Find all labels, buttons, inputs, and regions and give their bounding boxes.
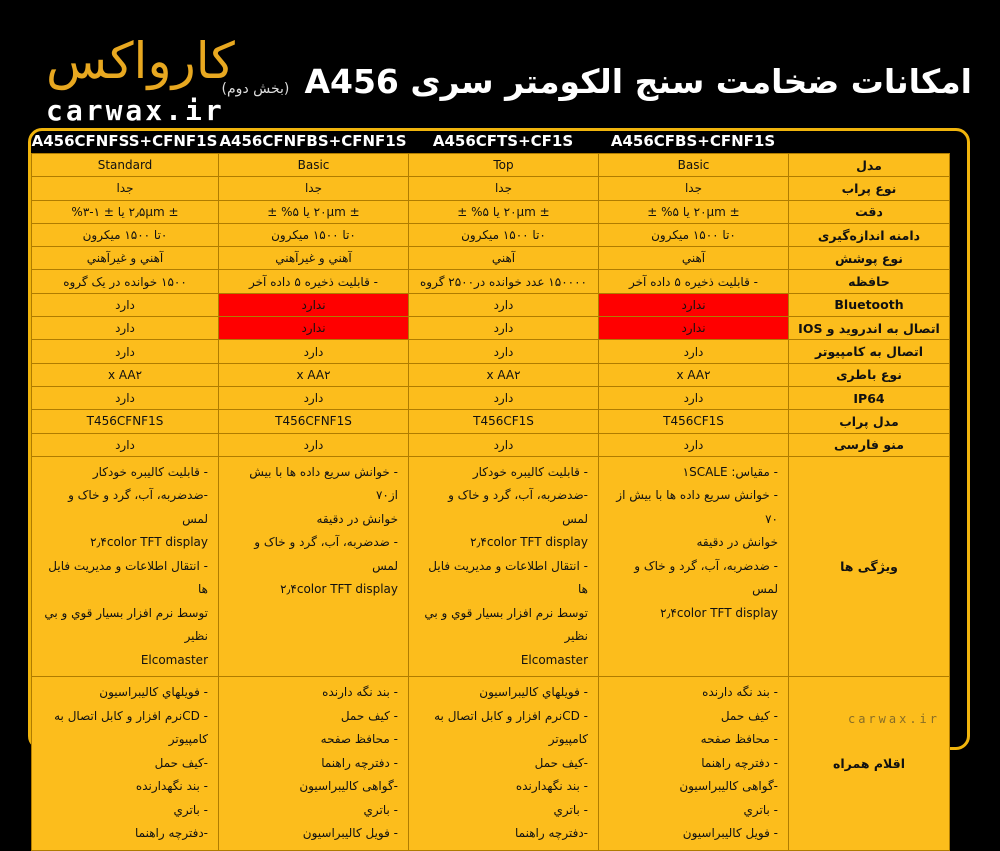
table-cell: Basic — [219, 154, 409, 177]
cell-line: - قابلیت کالیبره خودکار — [472, 464, 588, 479]
table-cell: ± ۲۰μm یا ۵% ± — [409, 200, 599, 223]
cell-line: - ضدضربه، آب، گرد و خاک و لمس — [634, 558, 778, 597]
table-cell: Basic — [599, 154, 789, 177]
table-cell — [219, 677, 409, 851]
table-cell: دارد — [599, 433, 789, 456]
table-cell: ± ۲۰μm یا ۵% ± — [219, 200, 409, 223]
table-cell: ± ۲٫۵μm یا ± ۱-۳% — [32, 200, 219, 223]
page-title — [222, 62, 972, 101]
cell-line: -گواهی کالیبراسیون — [299, 779, 398, 794]
table-cell: آهني — [599, 247, 789, 270]
table-cell: T456CFNF1S — [219, 410, 409, 433]
table-cell: دارد — [219, 386, 409, 409]
row-label: مدل — [789, 154, 950, 177]
table-row — [32, 154, 950, 177]
cell-line: خوانش در دقیقه — [696, 535, 778, 550]
cell-line: - دفترچه راهنما — [321, 755, 398, 770]
table-cell: دارد — [32, 386, 219, 409]
cell-line: -کیف حمل — [154, 755, 208, 770]
table-row — [32, 340, 950, 363]
table-row — [32, 456, 950, 677]
cell-line: - بند نگه دارنده — [702, 685, 778, 700]
table-cell: Standard — [32, 154, 219, 177]
cell-line: - باتري — [173, 802, 208, 817]
table-row — [32, 270, 950, 293]
cell-line: - کیف حمل — [340, 708, 398, 723]
cell-line: کامپیوتر — [548, 732, 588, 747]
table-cell: دارد — [599, 386, 789, 409]
column-header-3: A456CFTS+CF1S — [432, 132, 574, 150]
row-label: IP64 — [789, 386, 950, 409]
table-cell: Top — [409, 154, 599, 177]
table-cell: ندارد — [219, 293, 409, 316]
table-cell: - قابلیت ذخیره ۵ داده آخر — [599, 270, 789, 293]
table-row — [32, 223, 950, 246]
table-cell: ندارد — [599, 317, 789, 340]
table-cell: دارد — [32, 433, 219, 456]
cell-line: ۲٫۴color TFT display — [90, 535, 208, 550]
table-cell: دارد — [409, 386, 599, 409]
table-row — [32, 433, 950, 456]
table-row — [32, 177, 950, 200]
cell-line: توسط نرم افزار بسیار قوي و بي نظیر — [44, 605, 208, 644]
cell-line: Elcomaster — [520, 652, 588, 667]
table-cell: ۱۵۰۰ خوانده در یک گروه — [32, 270, 219, 293]
table-cell: x AA۲ — [599, 363, 789, 386]
cell-line: - CDنرم افزار و کابل اتصال به — [434, 708, 588, 723]
row-label: اتصال به اندروید و IOS — [789, 317, 950, 340]
cell-line: خوانش در دقیقه — [316, 511, 398, 526]
table-cell: دارد — [219, 433, 409, 456]
table-cell: دارد — [32, 317, 219, 340]
row-label: دقت — [789, 200, 950, 223]
table-cell: ۱۵۰۰۰۰ عدد خوانده در۲۵۰۰ گروه — [409, 270, 599, 293]
table-row — [32, 317, 950, 340]
table-row — [32, 363, 950, 386]
cell-line: ۲٫۴color TFT display — [280, 582, 398, 597]
cell-line: - خوانش سریع داده ها با بیش از ۷۰ — [616, 488, 778, 526]
table-cell: - قابلیت ذخیره ۵ داده آخر — [219, 270, 409, 293]
table-row — [32, 386, 950, 409]
cell-line: کامپیوتر — [168, 732, 208, 747]
table-row — [32, 200, 950, 223]
table-row — [32, 410, 950, 433]
cell-line: - بند نگهدارنده — [515, 779, 588, 794]
logo-persian-text: کارواکس — [46, 32, 235, 90]
table-cell: دارد — [409, 340, 599, 363]
spec-table — [31, 153, 950, 851]
table-cell: جدا — [219, 177, 409, 200]
table-row — [32, 247, 950, 270]
cell-line: -دفترچه راهنما — [515, 826, 588, 841]
table-cell: T456CFNF1S — [32, 410, 219, 433]
table-cell — [599, 677, 789, 851]
row-label: نوع پوشش — [789, 247, 950, 270]
row-label: نوع باطری — [789, 363, 950, 386]
column-header-4: A456CFBS+CFNF1S — [610, 132, 776, 150]
table-cell: ندارد — [599, 293, 789, 316]
table-cell: دارد — [409, 293, 599, 316]
table-cell: دارد — [219, 340, 409, 363]
watermark-text: carwax.ir — [847, 712, 940, 726]
cell-line: -ضدضربه، آب، گرد و خاک و لمس — [68, 488, 208, 526]
cell-line: -کیف حمل — [534, 755, 588, 770]
logo-latin-text: carwax.ir — [46, 94, 225, 127]
column-header-2: A456CFNFBS+CFNF1S — [219, 132, 407, 150]
cell-line: ۲٫۴color TFT display — [470, 535, 588, 550]
column-header-1: A456CFNFSS+CFNF1S — [31, 132, 218, 150]
table-cell — [32, 677, 219, 851]
row-label: اقلام همراه — [789, 677, 950, 851]
cell-line: -گواهی کالیبراسیون — [679, 779, 778, 794]
table-cell: ۰تا ۱۵۰۰ میکرون — [32, 223, 219, 246]
cell-line: - فویل کالیبراسیون — [302, 826, 398, 841]
table-cell: ندارد — [219, 317, 409, 340]
cell-line: توسط نرم افزار بسیار قوي و بي نظیر — [424, 605, 588, 644]
table-cell: جدا — [32, 177, 219, 200]
cell-line: - انتقال اطلاعات و مدیریت فایل ها — [48, 558, 208, 597]
cell-line: - انتقال اطلاعات و مدیریت فایل ها — [428, 558, 588, 597]
cell-line: - خوانش سریع داده ها با بیش از۷۰ — [249, 464, 398, 503]
table-cell: آهني — [409, 247, 599, 270]
page-title-main: امکانات ضخامت سنج الکومتر سری A456 — [304, 62, 972, 101]
cell-line: - محافظ صفحه — [320, 732, 398, 747]
table-cell: دارد — [409, 433, 599, 456]
table-cell: ± ۲۰μm یا ۵% ± — [599, 200, 789, 223]
cell-line: - بند نگهدارنده — [135, 779, 208, 794]
brand-logo — [36, 28, 235, 128]
table-cell: x AA۲ — [219, 363, 409, 386]
table-cell: T456CF1S — [409, 410, 599, 433]
table-cell: ۰تا ۱۵۰۰ میکرون — [219, 223, 409, 246]
table-cell: دارد — [599, 340, 789, 363]
table-cell — [219, 456, 409, 677]
cell-line: - دفترچه راهنما — [701, 755, 778, 770]
row-label: Bluetooth — [789, 293, 950, 316]
cell-line: - فویلهاي کالیبراسیون — [479, 685, 588, 700]
cell-line: - ضدضربه، آب، گرد و خاک و لمس — [254, 535, 398, 573]
table-cell: دارد — [32, 340, 219, 363]
cell-line: - مقیاس: ۱SCALE — [682, 464, 778, 479]
table-cell: آهني و غيرآهني — [32, 247, 219, 270]
cell-line: - فویلهاي کالیبراسیون — [99, 685, 208, 700]
cell-line: - باتري — [363, 802, 398, 817]
table-cell: دارد — [409, 317, 599, 340]
row-label: حافظه — [789, 270, 950, 293]
table-cell — [599, 456, 789, 677]
table-cell: T456CF1S — [599, 410, 789, 433]
cell-line: - کیف حمل — [720, 708, 778, 723]
table-cell — [409, 456, 599, 677]
row-label: اتصال به کامپیوتر — [789, 340, 950, 363]
cell-line: - CDنرم افزار و کابل اتصال به — [54, 708, 208, 723]
cell-line: Elcomaster — [140, 652, 208, 667]
cell-line: -ضدضربه، آب، گرد و خاک و لمس — [448, 488, 588, 526]
table-cell — [409, 677, 599, 851]
cell-line: ۲٫۴color TFT display — [660, 605, 778, 620]
table-cell: ۰تا ۱۵۰۰ میکرون — [409, 223, 599, 246]
row-label: مدل پراب — [789, 410, 950, 433]
cell-line: -دفترچه راهنما — [135, 826, 208, 841]
table-cell: جدا — [409, 177, 599, 200]
table-cell: x AA۲ — [32, 363, 219, 386]
table-row — [32, 677, 950, 851]
cell-line: - محافظ صفحه — [700, 732, 778, 747]
cell-line: - باتري — [553, 802, 588, 817]
table-row — [32, 293, 950, 316]
table-cell: ۰تا ۱۵۰۰ میکرون — [599, 223, 789, 246]
row-label: ویژگی ها — [789, 456, 950, 677]
cell-line: - بند نگه دارنده — [322, 685, 398, 700]
cell-line: - فویل کالیبراسیون — [682, 826, 778, 841]
cell-line: - باتري — [743, 802, 778, 817]
row-label: دامنه اندازه‌گیری — [789, 223, 950, 246]
row-label: نوع پراب — [789, 177, 950, 200]
cell-line: - قابلیت کالیبره خودکار — [92, 464, 208, 479]
table-cell: آهني و غيرآهني — [219, 247, 409, 270]
table-cell — [32, 456, 219, 677]
table-cell: جدا — [599, 177, 789, 200]
table-cell: x AA۲ — [409, 363, 599, 386]
page-title-sub: (بخش دوم) — [221, 81, 290, 97]
row-label: منو فارسی — [789, 433, 950, 456]
table-cell: دارد — [32, 293, 219, 316]
